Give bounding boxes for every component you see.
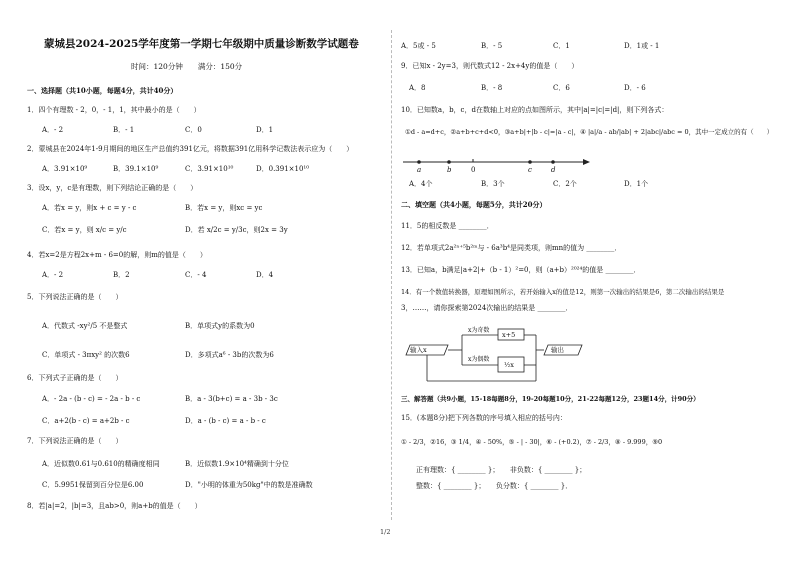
q8-option-d: D．1或 - 1: [624, 42, 660, 50]
q8-option-b: B．- 5: [481, 42, 503, 50]
q3-option-a: A．若x = y，则x + c = y - c: [42, 204, 137, 212]
question-1: 1．四个有理数 - 2，0，- 1，1，其中最小的是（ ）: [27, 106, 201, 114]
q4-option-c: C．- 4: [185, 271, 207, 279]
section-1-heading: 一、选择题（共10小题，每题4分，共计40分）: [27, 86, 178, 95]
section-3-heading: 三、解答题（共9小题，15-18每题8分，19-20每题10分，21-22每题12分，23题14分，计90分）: [401, 395, 700, 403]
q1-option-b: B．- 1: [113, 126, 135, 134]
q15-sets-row2: 整数：{ ________ }； 负分数：{ ________ }．: [416, 482, 573, 490]
question-11: 11．5的相反数是 ________．: [401, 222, 494, 230]
q6-option-b: B．a - 3(b+c) = a - 3b - 3c: [185, 395, 278, 403]
q2-option-c: C．3.91×10¹⁰: [185, 165, 234, 173]
q1-option-a: A．- 2: [42, 126, 64, 134]
q3-option-d: D．若 x/2c = y/3c，则2x = 3y: [185, 226, 288, 234]
flow-even-label: x为偶数: [468, 356, 490, 363]
q4-option-d: D．4: [256, 271, 274, 279]
q3-option-b: B．若x = y，则xc = yc: [185, 204, 263, 212]
q5-option-d: D．多项式a⁶ - 3b的次数为6: [185, 351, 274, 359]
question-9: 9．已知x - 2y=3，则代数式12 - 2x+4y的值是（ ）: [401, 62, 579, 70]
section-2-heading: 二、填空题（共4小题，每题5分，共计20分）: [401, 200, 547, 209]
question-8: 8．若|a|=2，|b|=3，且ab>0，则a+b的值是（ ）: [27, 502, 202, 510]
question-10: 10．已知数a，b，c，d在数轴上对应的点如图所示，其中|a|=|c|=|d|，则下列各式：: [401, 106, 669, 114]
numline-label-zero: 0: [471, 166, 476, 174]
q15-sets-row1: 正有理数：{ ________ }； 非负数：{ ________ }；: [416, 466, 587, 474]
q4-option-b: B．2: [113, 271, 130, 279]
number-line-diagram: [403, 152, 591, 178]
q9-option-d: D．- 6: [624, 84, 646, 92]
q2-option-a: A．3.91×10⁹: [42, 165, 88, 173]
q1-option-c: C．0: [185, 126, 202, 134]
q1-option-d: D．1: [256, 126, 274, 134]
converter-flowchart: [404, 323, 584, 387]
q15-numbers: ① - 2/3，②16，③ 1/4，④ - 50%，⑤ - | - 30|，⑥ - (+0.2)，⑦ - 2/3，⑧ - 9.999，⑨0: [401, 438, 663, 446]
column-divider: [391, 30, 392, 520]
q10-option-d: D．1个: [624, 180, 649, 188]
q2-option-b: B．39.1×10⁹: [113, 165, 159, 173]
question-4: 4．若x=2是方程2x+m - 6=0的解，则m的值是（ ）: [27, 251, 207, 259]
q9-option-a: A．8: [409, 84, 426, 92]
question-13: 13．已知a，b满足|a+2|+（b - 1）²=0，则（a+b）²⁰²⁴的值是 ________．: [401, 266, 641, 274]
q7-option-a: A．近似数0.61与0.610的精确度相同: [42, 460, 160, 468]
q5-option-c: C．单项式 - 3πxy² 的次数6: [42, 351, 130, 359]
q5-option-a: A．代数式 -xy²/5 不是整式: [42, 322, 128, 330]
q3-option-c: C．若x = y，则 x/c = y/c: [42, 226, 127, 234]
q7-option-d: D．"小明的体重为50kg"中的数是准确数: [185, 481, 313, 489]
q2-option-d: D．0.391×10¹⁰: [256, 165, 310, 173]
question-14: 14．有一个数值转换器，原理如图所示，若开始输入x的值是12，则第一次输出的结果是6，第二次输出的结果是: [401, 288, 725, 296]
q9-option-c: C．6: [553, 84, 570, 92]
q8-option-a: A．5或 - 5: [401, 42, 436, 50]
q6-option-c: C．a+2(b - c) = a+2b - c: [42, 417, 130, 425]
q10-option-b: B．3个: [481, 180, 505, 188]
exam-title: 蒙城县2024-2025学年度第一学期七年级期中质量诊断数学试题卷: [44, 38, 359, 50]
q5-option-b: B．单项式y的系数为0: [185, 322, 255, 330]
flow-half-box: ½x: [504, 361, 514, 369]
flow-output-box: 输出: [551, 346, 564, 354]
numline-label-b: b: [447, 166, 452, 174]
question-3: 3．设x，y，c是有理数，则下列结论正确的是（ ）: [27, 184, 198, 192]
q4-option-a: A．- 2: [42, 271, 64, 279]
question-2: 2．蒙城县在2024年1-9月期间的地区生产总值约391亿元，将数据391亿用科学记数法表示应为（ ）: [27, 145, 354, 153]
question-7: 7．下列说法正确的是（ ）: [27, 437, 123, 445]
q6-option-a: A．- 2a - (b - c) = - 2a - b - c: [42, 395, 141, 403]
numline-label-d: d: [551, 166, 556, 174]
question-14-cont: 3，……，请你探索第2024次输出的结果是 ________．: [401, 304, 573, 312]
question-6: 6．下列式子正确的是（ ）: [27, 374, 123, 382]
question-12: 12．若单项式2a²ⁿ⁺⁵b²ᵐ与 - 6a³b⁴是同类项，则mn的值为 ________．: [401, 244, 622, 252]
page-number: 1/2: [380, 528, 391, 536]
q9-option-b: B．- 8: [481, 84, 503, 92]
q10-option-c: C．2个: [553, 180, 577, 188]
numline-label-c: c: [528, 166, 532, 174]
flow-add-box: x+5: [502, 331, 516, 339]
q7-option-c: C．5.9951保留到百分位是6.00: [42, 481, 144, 489]
question-15: 15．(本题8分)把下列各数的序号填入相应的括号内：: [401, 414, 567, 422]
q10-statements: ①d - a=d+c，②a+b+c+d<0，③a+b|+|b - c|=|a - c|，④ |a|/a - ab/|ab| + 2|abc|/abc = 0，其中一定成立的有（ ）: [405, 128, 774, 136]
q10-option-a: A．4个: [409, 180, 433, 188]
q7-option-b: B．近似数1.9×10⁴精确到十分位: [185, 460, 289, 468]
question-5: 5．下列说法正确的是（ ）: [27, 293, 123, 301]
time-info: 时间：120分钟 满分：150分: [131, 62, 243, 71]
q8-option-c: C．1: [553, 42, 570, 50]
numline-label-a: a: [417, 166, 422, 174]
flow-odd-label: x为奇数: [468, 327, 490, 334]
flow-input-box: 输入x: [410, 346, 427, 354]
q6-option-d: D．a - (b - c) = a - b - c: [185, 417, 266, 425]
